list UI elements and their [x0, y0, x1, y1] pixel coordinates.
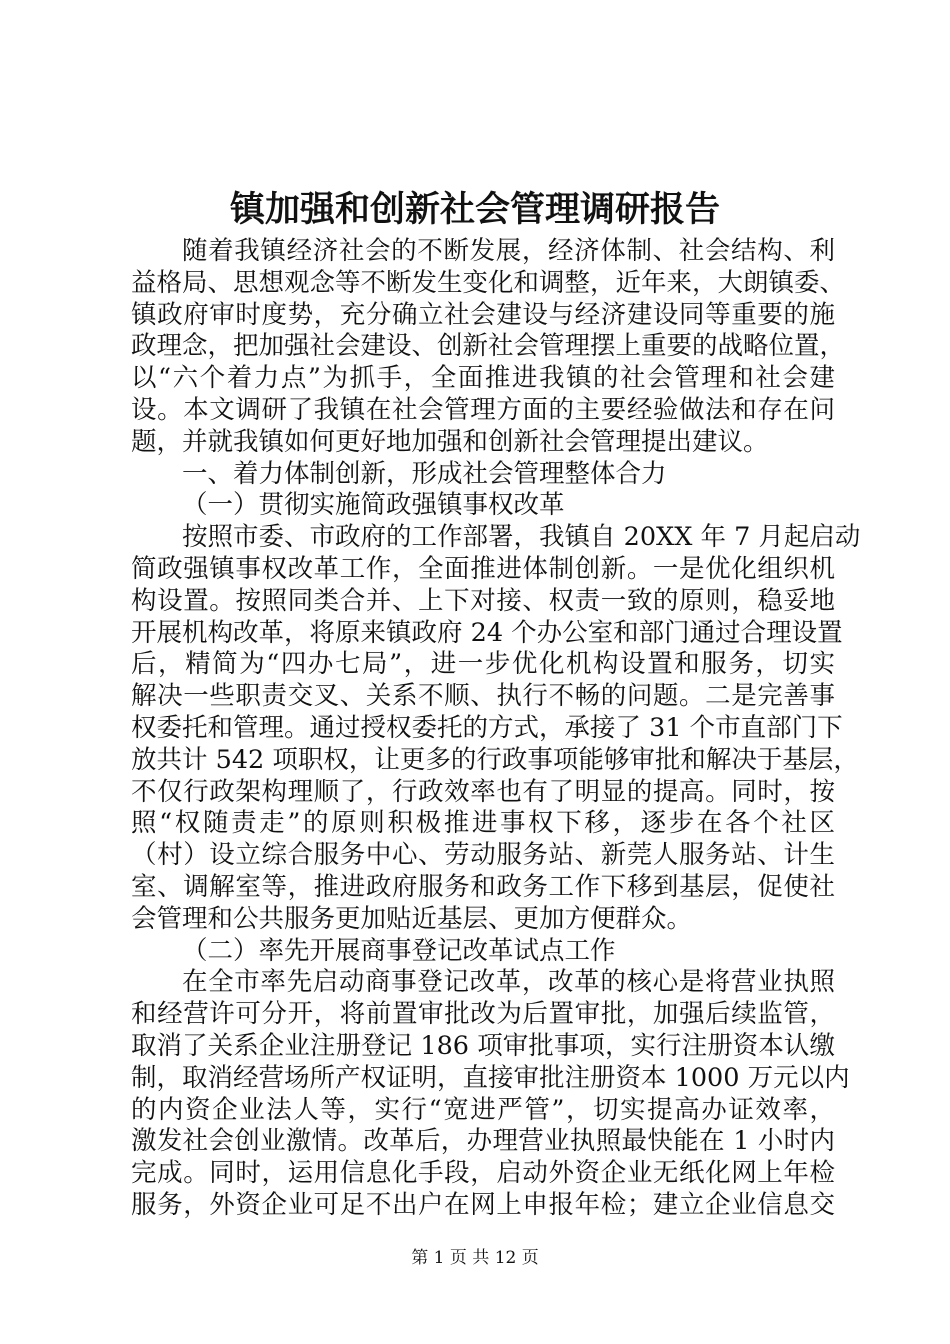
- paragraph-line: 的内资企业法人等，实行“宽进严管”，切实提高办证效率，: [131, 1094, 835, 1125]
- paragraph-line: 和经营许可分开，将前置审批改为后置审批，加强后续监管，: [131, 999, 835, 1030]
- paragraph-line: 会管理和公共服务更加贴近基层、更加方便群众。: [131, 903, 693, 934]
- paragraph-line: 权委托和管理。通过授权委托的方式，承接了 31 个市直部门下: [131, 712, 843, 743]
- paragraph-line: 在全市率先启动商事登记改革，改革的核心是将营业执照: [182, 967, 835, 998]
- paragraph-line: 镇政府审时度势，充分确立社会建设与经济建设同等重要的施: [131, 299, 835, 330]
- paragraph-line: 完成。同时，运用信息化手段，启动外资企业无纸化网上年检: [131, 1158, 835, 1189]
- paragraph-line: 益格局、思想观念等不断发生变化和调整，近年来，大朗镇委、: [131, 267, 846, 298]
- subsection-heading: （二）率先开展商事登记改革试点工作: [182, 935, 616, 966]
- paragraph-line: 制，取消经营场所产权证明，直接审批注册资本 1000 万元以内: [131, 1062, 850, 1093]
- paragraph-line: 室、调解室等，推进政府服务和政务工作下移到基层，促使社: [131, 871, 835, 902]
- paragraph-line: 照“权随责走”的原则积极推进事权下移，逐步在各个社区: [131, 808, 835, 839]
- document-body: [131, 236, 861, 1222]
- paragraph-line: 服务，外资企业可足不出户在网上申报年检；建立企业信息交: [131, 1189, 835, 1220]
- section-heading: 一、着力体制创新，形成社会管理整体合力: [182, 458, 667, 489]
- paragraph-line: 后，精简为“四办七局”，进一步优化机构设置和服务，切实: [131, 649, 835, 680]
- paragraph-line: 随着我镇经济社会的不断发展，经济体制、社会结构、利: [182, 236, 835, 266]
- paragraph-line: 简政强镇事权改革工作，全面推进体制创新。一是优化组织机: [131, 553, 835, 584]
- page-footer: 第 1 页 共 12 页: [411, 1248, 539, 1268]
- paragraph-line: 题，并就我镇如何更好地加强和创新社会管理提出建议。: [131, 426, 769, 457]
- paragraph-line: 设。本文调研了我镇在社会管理方面的主要经验做法和存在问: [131, 394, 835, 425]
- paragraph-line: 激发社会创业激情。改革后，办理营业执照最快能在 1 小时内: [131, 1126, 835, 1157]
- paragraph-line: 放共计 542 项职权，让更多的行政事项能够审批和解决于基层，: [131, 744, 859, 775]
- paragraph-line: （村）设立综合服务中心、劳动服务站、新莞人服务站、计生: [131, 840, 835, 871]
- paragraph-line: 不仅行政架构理顺了，行政效率也有了明显的提高。同时，按: [131, 776, 835, 807]
- paragraph-line: 开展机构改革，将原来镇政府 24 个办公室和部门通过合理设置: [131, 617, 843, 648]
- paragraph-line: 按照市委、市政府的工作部署，我镇自 20XX 年 7 月起启动: [182, 522, 861, 553]
- document-title: 镇加强和创新社会管理调研报告: [229, 189, 720, 230]
- paragraph-line: 取消了关系企业注册登记 186 项审批事项，实行注册资本认缴: [131, 1030, 835, 1061]
- paragraph-line: 以“六个着力点”为抓手，全面推进我镇的社会管理和社会建: [131, 363, 835, 394]
- paragraph-line: 政理念，把加强社会建设、创新社会管理摆上重要的战略位置，: [131, 331, 846, 362]
- paragraph-line: 解决一些职责交叉、关系不顺、执行不畅的问题。二是完善事: [131, 681, 835, 712]
- paragraph-line: 构设置。按照同类合并、上下对接、权责一致的原则，稳妥地: [131, 585, 835, 616]
- subsection-heading: （一）贯彻实施简政强镇事权改革: [182, 490, 565, 521]
